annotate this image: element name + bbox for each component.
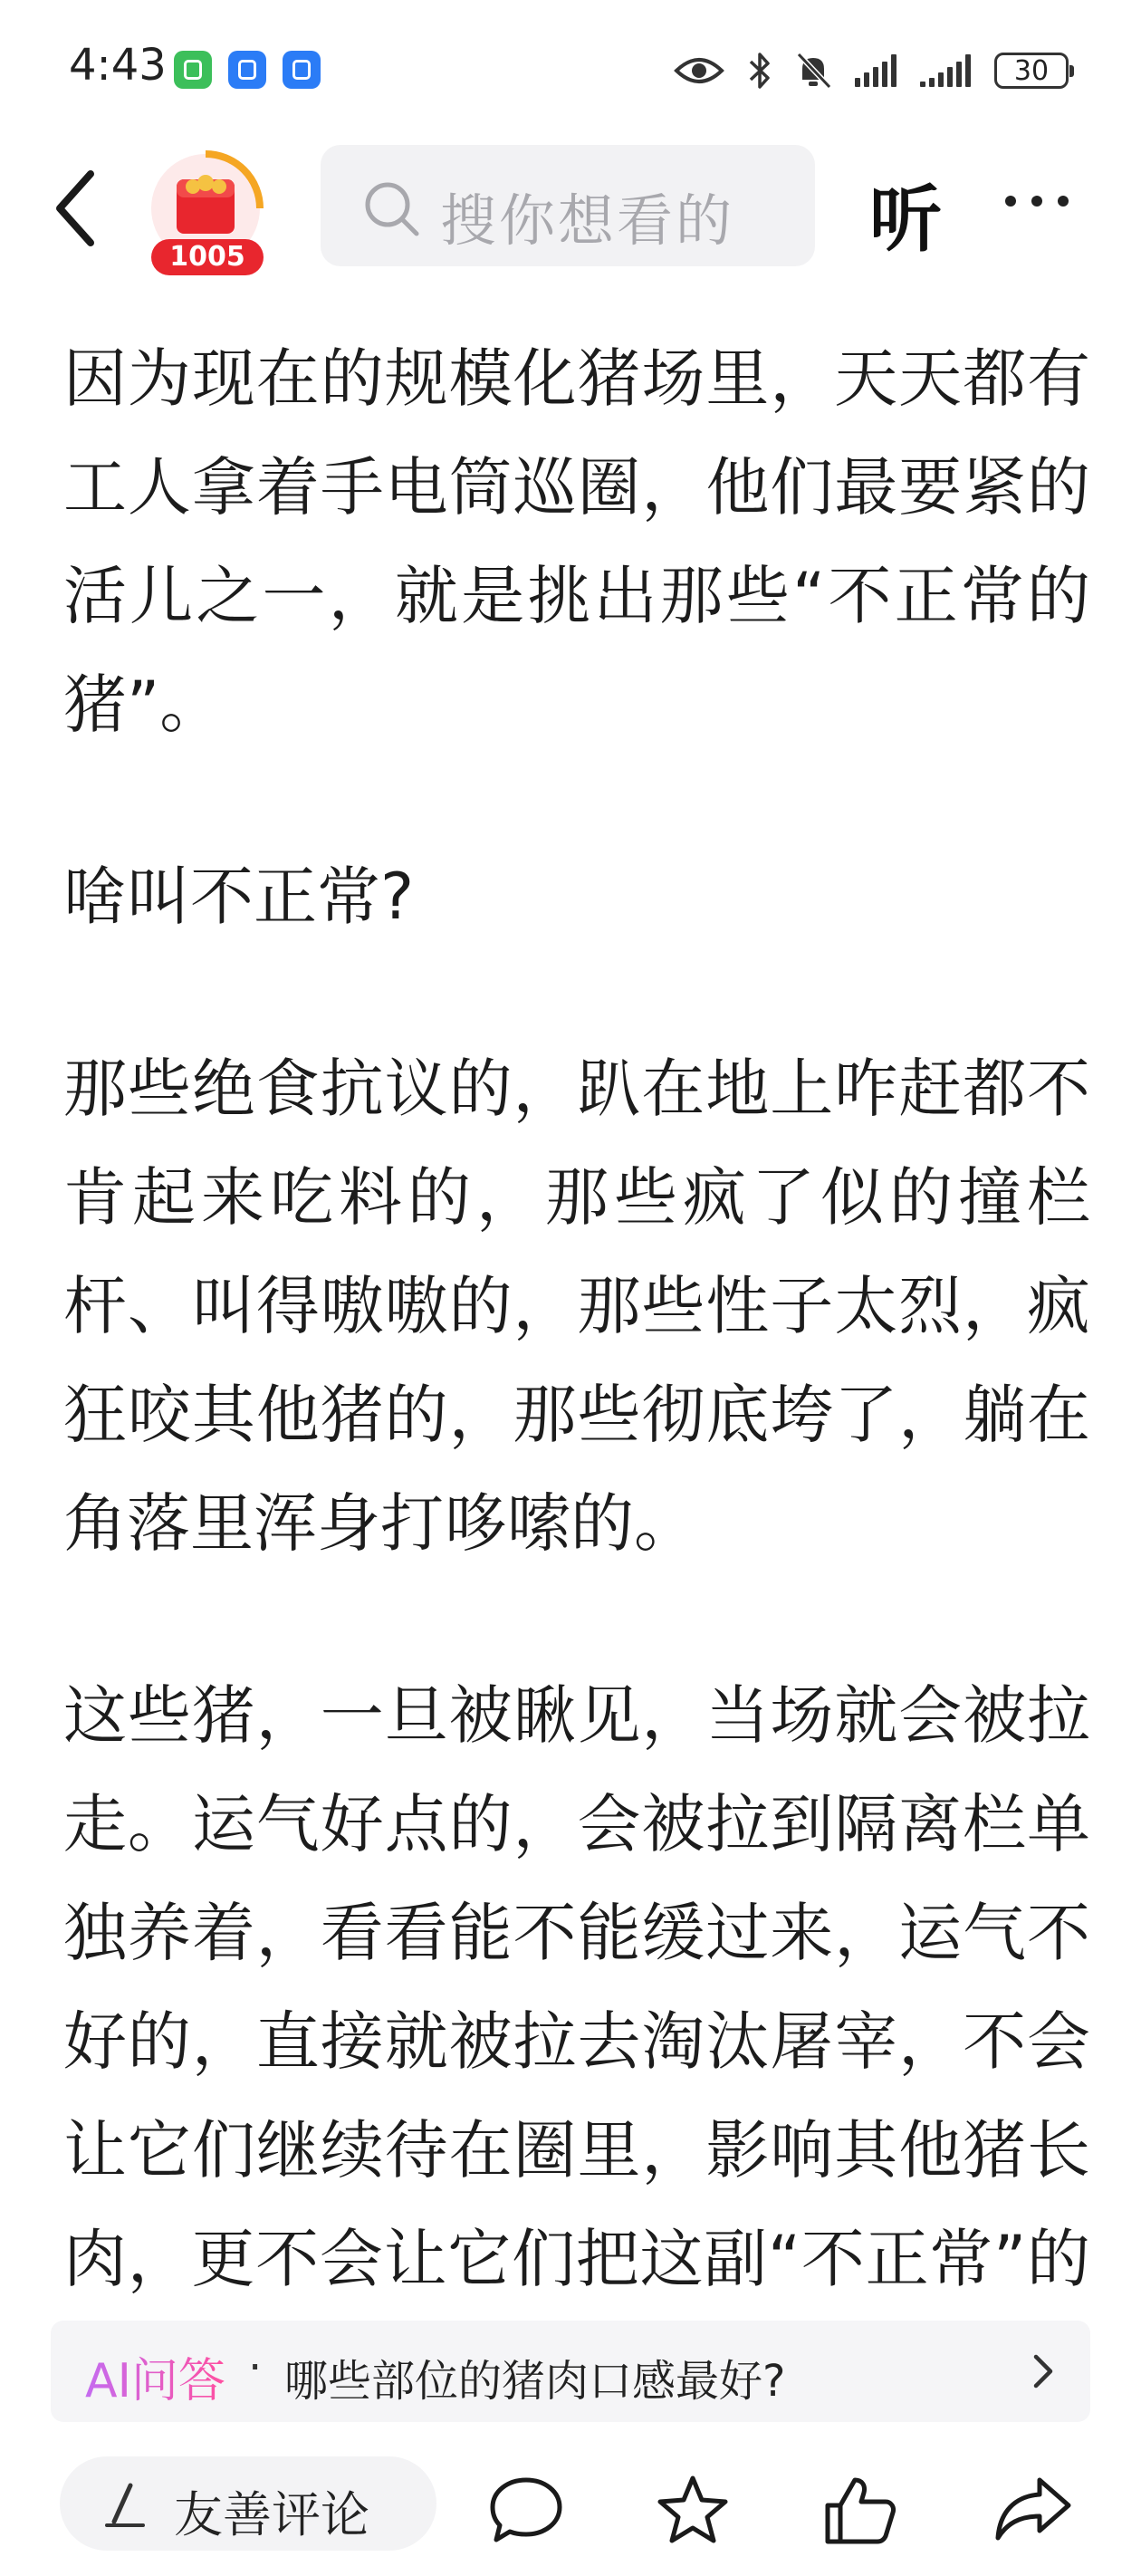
bluetooth-icon [748, 51, 772, 91]
article-paragraph: 啥叫不正常? [63, 860, 415, 934]
listen-button[interactable]: 听 [869, 178, 942, 262]
pen-icon [98, 2482, 152, 2529]
ai-qa-label: AI问答 [85, 2342, 225, 2410]
bottom-action-bar [0, 2440, 1141, 2576]
chevron-left-icon [47, 163, 120, 254]
red-packet-reward-button[interactable] [140, 147, 276, 283]
article-body [63, 326, 1090, 2301]
battery-icon [994, 53, 1069, 89]
status-bar [0, 0, 1141, 136]
comment-icon[interactable] [487, 2473, 565, 2545]
comment-input[interactable] [60, 2456, 436, 2551]
search-input[interactable] [321, 145, 815, 266]
like-icon[interactable] [820, 2473, 898, 2547]
back-button[interactable] [47, 163, 120, 254]
status-indicators [674, 45, 1069, 96]
eye-comfort-icon [674, 54, 724, 87]
signal-bars-icon [855, 54, 896, 87]
more-options-button[interactable] [1005, 196, 1069, 207]
mute-bell-icon [795, 51, 831, 91]
search-icon [362, 179, 422, 239]
ai-question-bar[interactable] [51, 2321, 1090, 2422]
ai-separator: · [248, 2342, 263, 2393]
article-paragraph: 那些绝食抗议的，趴在地上咋赶都不肯起来吃料的，那些疯了似的撞栏杆、叫得嗷嗷的，那些性子太烈，疯狂咬其他猪的，那些彻底垮了，躺在角落里浑身打哆嗦的。 [63, 1052, 1090, 1561]
star-icon[interactable] [654, 2473, 732, 2547]
blue-app-icon [228, 51, 266, 89]
signal-bars-2-icon [920, 54, 971, 87]
green-app-icon [174, 51, 212, 89]
chevron-right-icon [1029, 2351, 1056, 2391]
more-dot-icon [1005, 196, 1016, 207]
status-time: 4:43 [69, 40, 167, 91]
battery-level: 30 [1013, 54, 1050, 87]
red-packet-count: 1005 [169, 241, 245, 273]
ai-question-text: 哪些部位的猪肉口感最好? [284, 2356, 786, 2407]
article-paragraph: 这些猪，一旦被瞅见，当场就会被拉走。运气好点的，会被拉到隔离栏单独养着，看看能不能缓过来，运气不好的，直接就被拉去淘汰屠宰，不会让它们继续待在圈里，影响其他猪长肉，更不会让它们把这副“不正常”的 [63, 1678, 1090, 2296]
search-placeholder: 搜你想看的 [440, 187, 735, 254]
more-dot-icon [1031, 196, 1042, 207]
article-paragraph: 因为现在的规模化猪场里，天天都有工人拿着手电筒巡圈，他们最要紧的活儿之一，就是挑出那些“不正常的猪”。 [63, 341, 1090, 742]
share-icon[interactable] [992, 2473, 1074, 2545]
comment-placeholder: 友善评论 [174, 2486, 369, 2543]
top-nav [0, 136, 1141, 281]
more-dot-icon [1058, 196, 1069, 207]
blue-app-icon-2 [283, 51, 321, 89]
